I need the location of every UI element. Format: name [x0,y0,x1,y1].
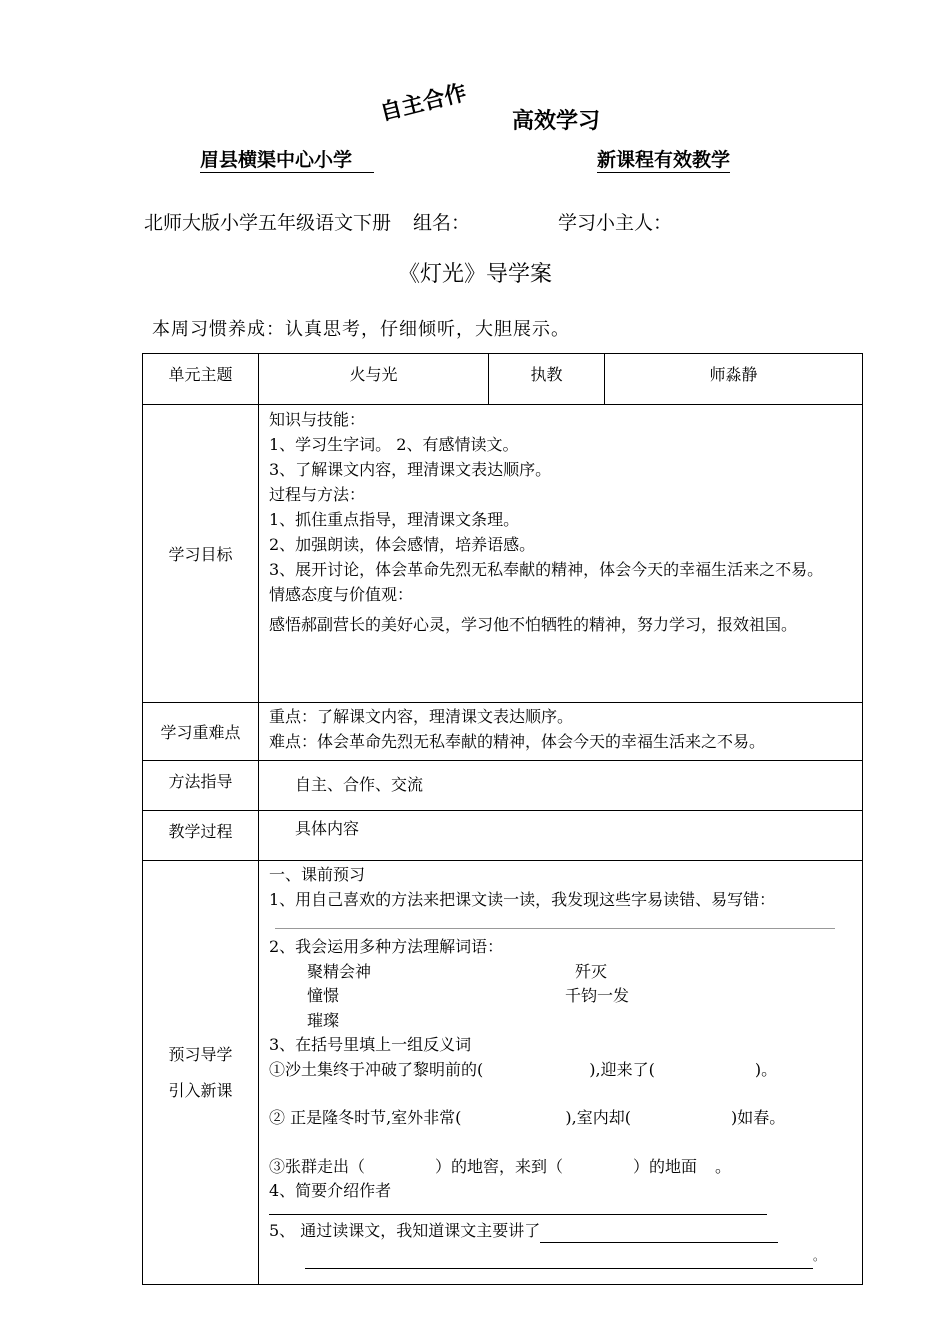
lesson-table [142,353,863,1285]
goal-line: 3、了解课文内容，理清课文表达顺序。 [269,460,552,479]
method-content: 自主、合作、交流 [259,761,863,811]
answer-line [540,1224,778,1243]
sentence-text: )。 [754,1059,778,1079]
method-label: 方法指导 [143,761,259,811]
preview-label-line: 预习导学 [168,1044,233,1064]
sentence-text: ①沙土集终于冲破了黎明前的( [269,1059,484,1079]
answer-line [269,1204,767,1215]
sentence-2 [269,1106,856,1131]
word: 憧憬 [307,986,340,1005]
sentence-text: ）的地面 [633,1156,698,1176]
answer-line [305,1252,813,1269]
goal-line: 知识与技能： [269,410,366,429]
teacher-value: 师淼静 [605,354,863,405]
goal-line: 1、抓住重点指导，理清课文条理。 [269,510,520,529]
preview-content [259,861,863,1285]
question-5 [269,1219,856,1244]
process-content: 具体内容 [259,811,863,861]
group-label: 组名： [413,212,471,234]
goals-row [143,405,863,703]
goal-line: 情感态度与价值观： [269,585,414,604]
goals-label: 学习目标 [143,405,259,703]
page-title: 《灯光》导学案 [397,262,552,287]
word: 千钧一发 [565,986,630,1005]
process-row [143,811,863,861]
keypoints-content [259,703,863,761]
motto-left: 自主合作 [377,80,470,127]
school-name: 眉县横渠中心小学 [200,145,374,173]
sentence-text: ),室内却( [565,1108,631,1127]
preview-heading: 一、课前预习 [269,865,366,884]
word: 歼灭 [575,961,608,981]
word: 聚精会神 [307,961,372,981]
word: 璀璨 [307,1010,340,1030]
teacher-label: 执教 [489,354,605,405]
leader-label: 学习小主人： [558,212,673,234]
method-row [143,761,863,811]
answer-row [269,1243,856,1269]
question-2: 2、我会运用多种方法理解词语： [269,937,504,956]
keypoints-label: 学习重难点 [143,703,259,761]
preview-row [143,861,863,1285]
sentence-text: ),迎来了( [589,1059,655,1079]
sentence-3 [269,1155,856,1180]
preview-label [143,861,259,1285]
process-label: 教学过程 [143,811,259,861]
period: 。 [813,1249,826,1263]
sentence-text: ）的地窖，来到（ [435,1156,564,1176]
habit-line: 本周习惯养成：认真思考，仔细倾听，大胆展示。 [152,319,570,340]
unit-value: 火与光 [259,354,489,405]
question-4: 4、简要介绍作者 [269,1181,392,1200]
goal-line: 3、展开讨论，体会革命先烈无私奉献的精神，体会今天的幸福生活来之不易。 [269,560,824,579]
sentence-text: )如春。 [731,1108,786,1127]
goals-content [259,405,863,703]
motto-right: 高效学习 [512,109,601,134]
goal-line: 感悟郝副营长的美好心灵，学习他不怕牺牲的精神，努力学习，报效祖国。 [269,615,798,634]
unit-row [143,354,863,405]
program-name: 新课程有效教学 [597,145,730,173]
word-row [269,960,856,985]
sentence-text: ② 正是隆冬时节,室外非常( [269,1108,462,1127]
keypoints-row [143,703,863,761]
question-5-text: 5、 通过读课文，我知道课文主要讲了 [269,1220,541,1240]
question-3: 3、在括号里填上一组反义词 [269,1035,472,1054]
answer-line [275,916,835,929]
word-row [269,1009,856,1034]
preview-label-line: 引入新课 [168,1080,233,1100]
word-row [269,984,856,1009]
question-1: 1、用自己喜欢的方法来把课文读一读，我发现这些字易读错、易写错： [269,889,776,909]
unit-label: 单元主题 [143,354,259,405]
sentence-1 [269,1058,856,1083]
goal-line: 1、学习生字词。 2、有感情读文。 [269,435,519,454]
difficulty-line: 难点：体会革命先烈无私奉献的精神，体会今天的幸福生活来之不易。 [269,731,766,751]
sentence-text: 。 [715,1156,732,1176]
focus-line: 重点：了解课文内容，理清课文表达顺序。 [269,707,574,726]
info-line [144,208,672,235]
textbook-label: 北师大版小学五年级语文下册 [144,212,392,234]
sentence-text: ③张群走出（ [269,1156,366,1176]
goal-line: 过程与方法： [269,485,366,504]
goal-line: 2、加强朗读，体会感情，培养语感。 [269,535,536,554]
